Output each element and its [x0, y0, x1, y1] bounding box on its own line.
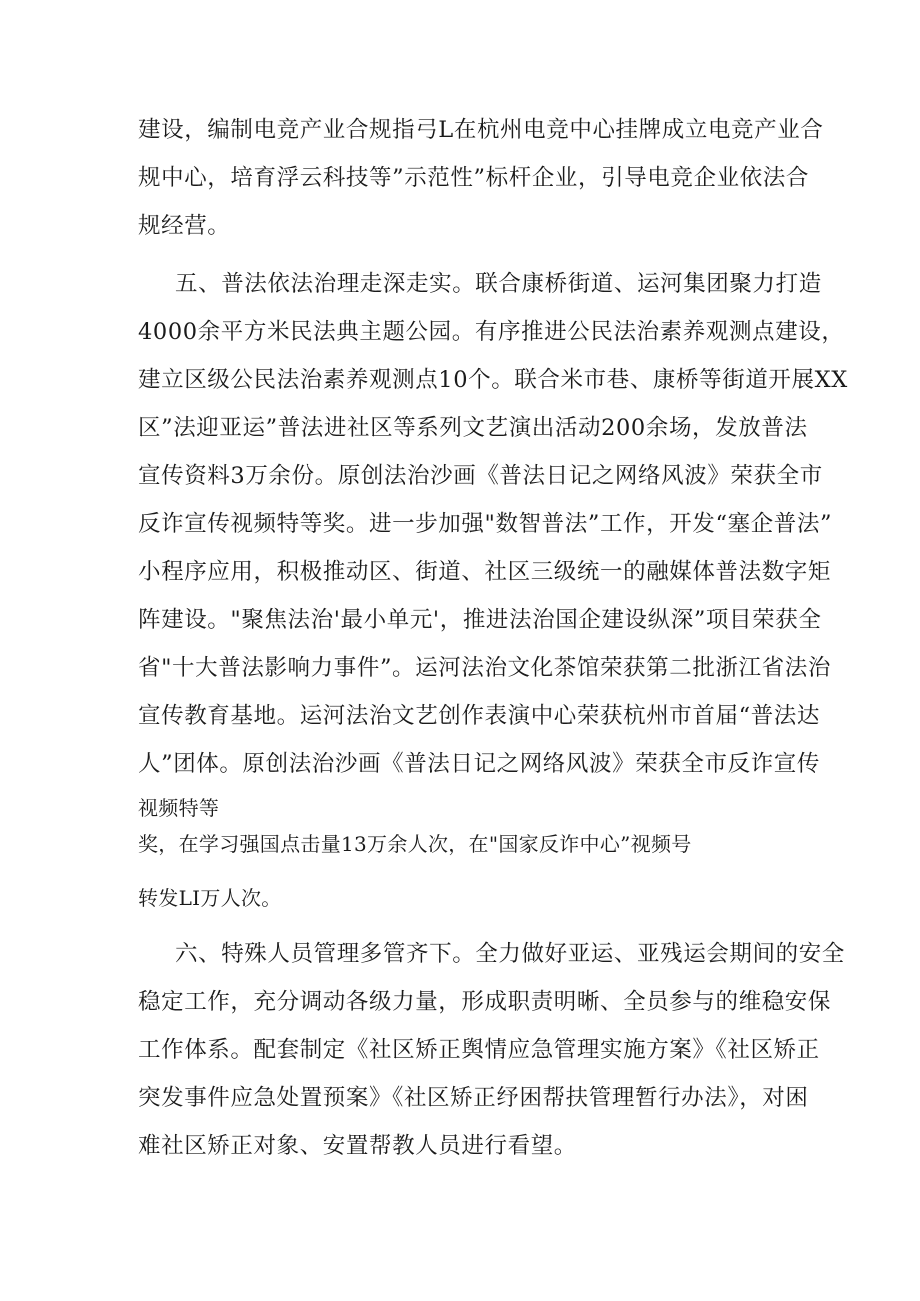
paragraph-line: 小程序应用，积极推动区、街道、社区三级统一的融媒体普法数字矩 — [138, 559, 832, 585]
paragraph-line: 反诈宣传视频特等奖。进一步加强"数智普法”工作，开发“塞企普法” — [138, 511, 833, 537]
paragraph-line: 稳定工作，充分调动各级力量，形成职责明晰、全员参与的维稳安保 — [138, 989, 832, 1015]
paragraph-line: 工作体系。配套制定《社区矫正舆情应急管理实施方案》《社区矫正 — [138, 1037, 820, 1063]
paragraph-line: 建设，编制电竞产业合规指弓L在杭州电竞中心挂牌成立电竞产业合 — [138, 117, 824, 143]
paragraph-line: 难社区矫正对象、安置帮教人员进行看望。 — [138, 1133, 577, 1159]
paragraph-line: 奖，在学习强国点击量13万余人次，在"国家反诈中心”视频号 — [138, 832, 692, 856]
paragraph-line: 宣传资料3万余份。原创法治沙画《普法日记之网络风波》荣获全市 — [138, 463, 823, 489]
paragraph-line: 人”团体。原创法治沙画《普法日记之网络风波》荣获全市反诈宣传 — [138, 751, 821, 777]
paragraph-line: 省"十大普法影响力事件”。运河法治文化茶馆荣获第二批浙江省法治 — [138, 655, 831, 681]
paragraph-line: 区”法迎亚运”普法进社区等系列文艺演出活动200余场，发放普法 — [138, 415, 808, 441]
paragraph-line: 视频特等 — [138, 796, 220, 820]
paragraph-line: 突发事件应急处置预案》《社区矫正纾困帮扶管理暂行办法》，对困 — [138, 1085, 809, 1111]
section-five-heading-line: 五、普法依法治理走深走实。联合康桥街道、运河集团聚力打造 — [175, 271, 822, 297]
paragraph-line: 阵建设。"聚焦法治'最小单元'，推进法治国企建设纵深”项目荣获全 — [138, 607, 822, 633]
paragraph-line: 转发LI万人次。 — [138, 886, 282, 910]
paragraph-line: 规中心，培育浮云科技等”示范性”标杆企业，引导电竞企业依法合 — [138, 165, 810, 191]
paragraph-line: 4000余平方米民法典主题公园。有序推进公民法治素养观测点建设， — [138, 319, 845, 345]
paragraph-line: 规经营。 — [138, 213, 231, 239]
paragraph-line: 宣传教育基地。运河法治文艺创作表演中心荣获杭州市首届“普法达 — [138, 703, 821, 729]
section-six-heading-line: 六、特殊人员管理多管齐下。全力做好亚运、亚残运会期间的安全 — [175, 941, 845, 967]
paragraph-line: 建立区级公民法治素养观测点10个。联合米市巷、康桥等街道开展XX — [138, 367, 848, 393]
